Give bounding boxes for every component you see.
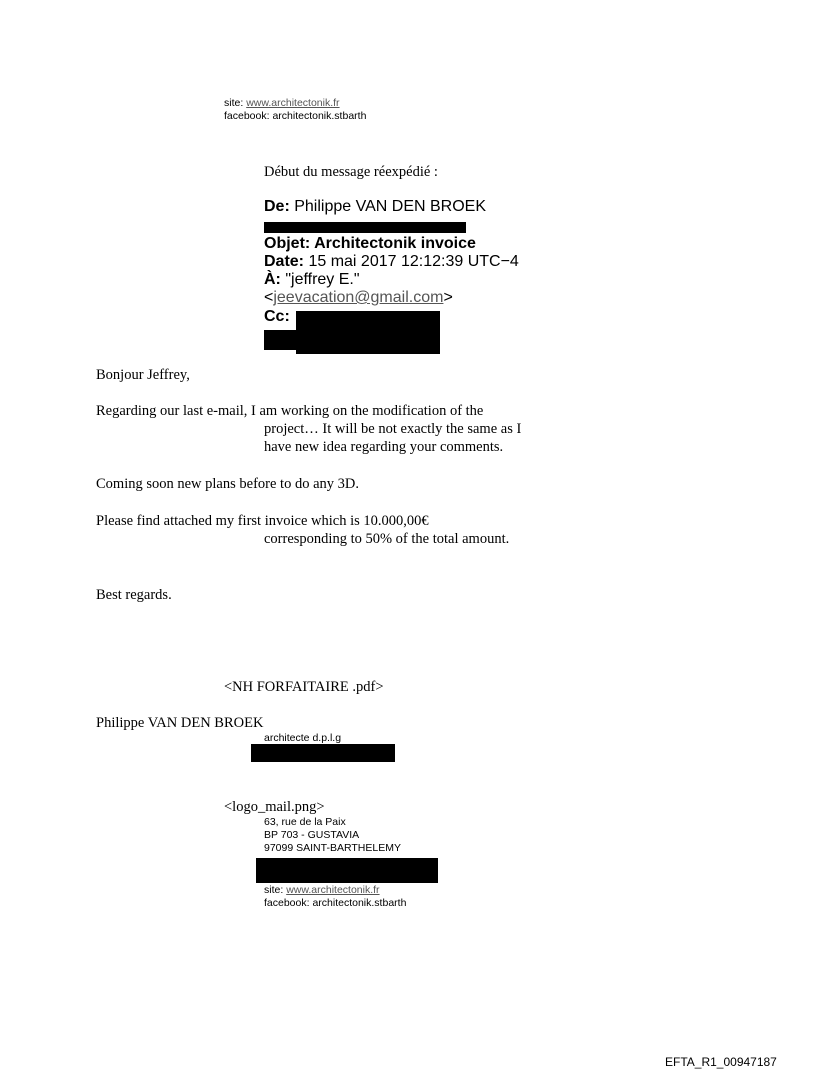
forward-intro: Début du message réexpédié : (264, 164, 438, 180)
signature-title: architecte d.p.l.g (264, 732, 342, 744)
from-line (264, 198, 486, 216)
signature-site-line (264, 884, 380, 896)
top-site-label: site: (224, 97, 247, 109)
redaction-from-email (264, 222, 466, 233)
top-site-line (224, 97, 340, 109)
attachment-name[interactable]: <NH FORFAITAIRE .pdf> (224, 679, 384, 695)
address-line-2: BP 703 - GUSTAVIA (264, 829, 360, 841)
to-label: À: (264, 271, 281, 288)
subject-text: Objet: Architectonik invoice (264, 235, 476, 252)
paragraph-1-line-2: project… It will be not exactly the same as I (264, 421, 522, 437)
closing: Best regards. (96, 587, 172, 603)
paragraph-1-line-3: have new idea regarding your comments. (264, 439, 504, 455)
redaction-signature-phone (256, 858, 438, 883)
to-line (264, 271, 360, 289)
from-label: De: (264, 198, 290, 215)
date-line (264, 253, 519, 271)
signature-name: Philippe VAN DEN BROEK (96, 715, 264, 731)
paragraph-2: Coming soon new plans before to do any 3D. (96, 476, 359, 492)
signature-site-link[interactable]: www.architectonik.fr (286, 884, 380, 896)
paragraph-1-line-1: Regarding our last e-mail, I am working on the modification of the (96, 403, 484, 419)
from-value: Philippe VAN DEN BROEK (289, 198, 486, 215)
document-id: EFTA_R1_00947187 (665, 1055, 777, 1069)
to-email-link[interactable]: jeevacation@gmail.com (273, 289, 444, 306)
address-line-3: 97099 SAINT-BARTHELEMY (264, 842, 401, 854)
to-email-open: < (264, 289, 274, 306)
paragraph-3-line-1: Please find attached my first invoice which is 10.000,00€ (96, 513, 429, 529)
redaction-signature-contact (251, 744, 395, 762)
to-value: "jeffrey E." (280, 271, 360, 288)
date-label: Date: (264, 253, 305, 270)
signature-site-label: site: (264, 884, 287, 896)
to-email-close: > (443, 289, 453, 306)
date-value: 15 mai 2017 12:12:39 UTC−4 (304, 253, 519, 270)
greeting: Bonjour Jeffrey, (96, 367, 190, 383)
address-line-1: 63, rue de la Paix (264, 816, 346, 828)
cc-label: Cc: (264, 308, 290, 325)
cc-line (264, 308, 290, 326)
subject-line (264, 235, 476, 253)
to-email-line (264, 289, 453, 307)
top-site-link[interactable]: www.architectonik.fr (246, 97, 340, 109)
redaction-cc-main (296, 311, 440, 354)
signature-facebook-line: facebook: architectonik.stbarth (264, 897, 407, 909)
logo-placeholder: <logo_mail.png> (224, 799, 325, 815)
top-facebook-line: facebook: architectonik.stbarth (224, 110, 367, 122)
paragraph-3-line-2: corresponding to 50% of the total amount. (264, 531, 510, 547)
redaction-cc-left (264, 330, 298, 350)
